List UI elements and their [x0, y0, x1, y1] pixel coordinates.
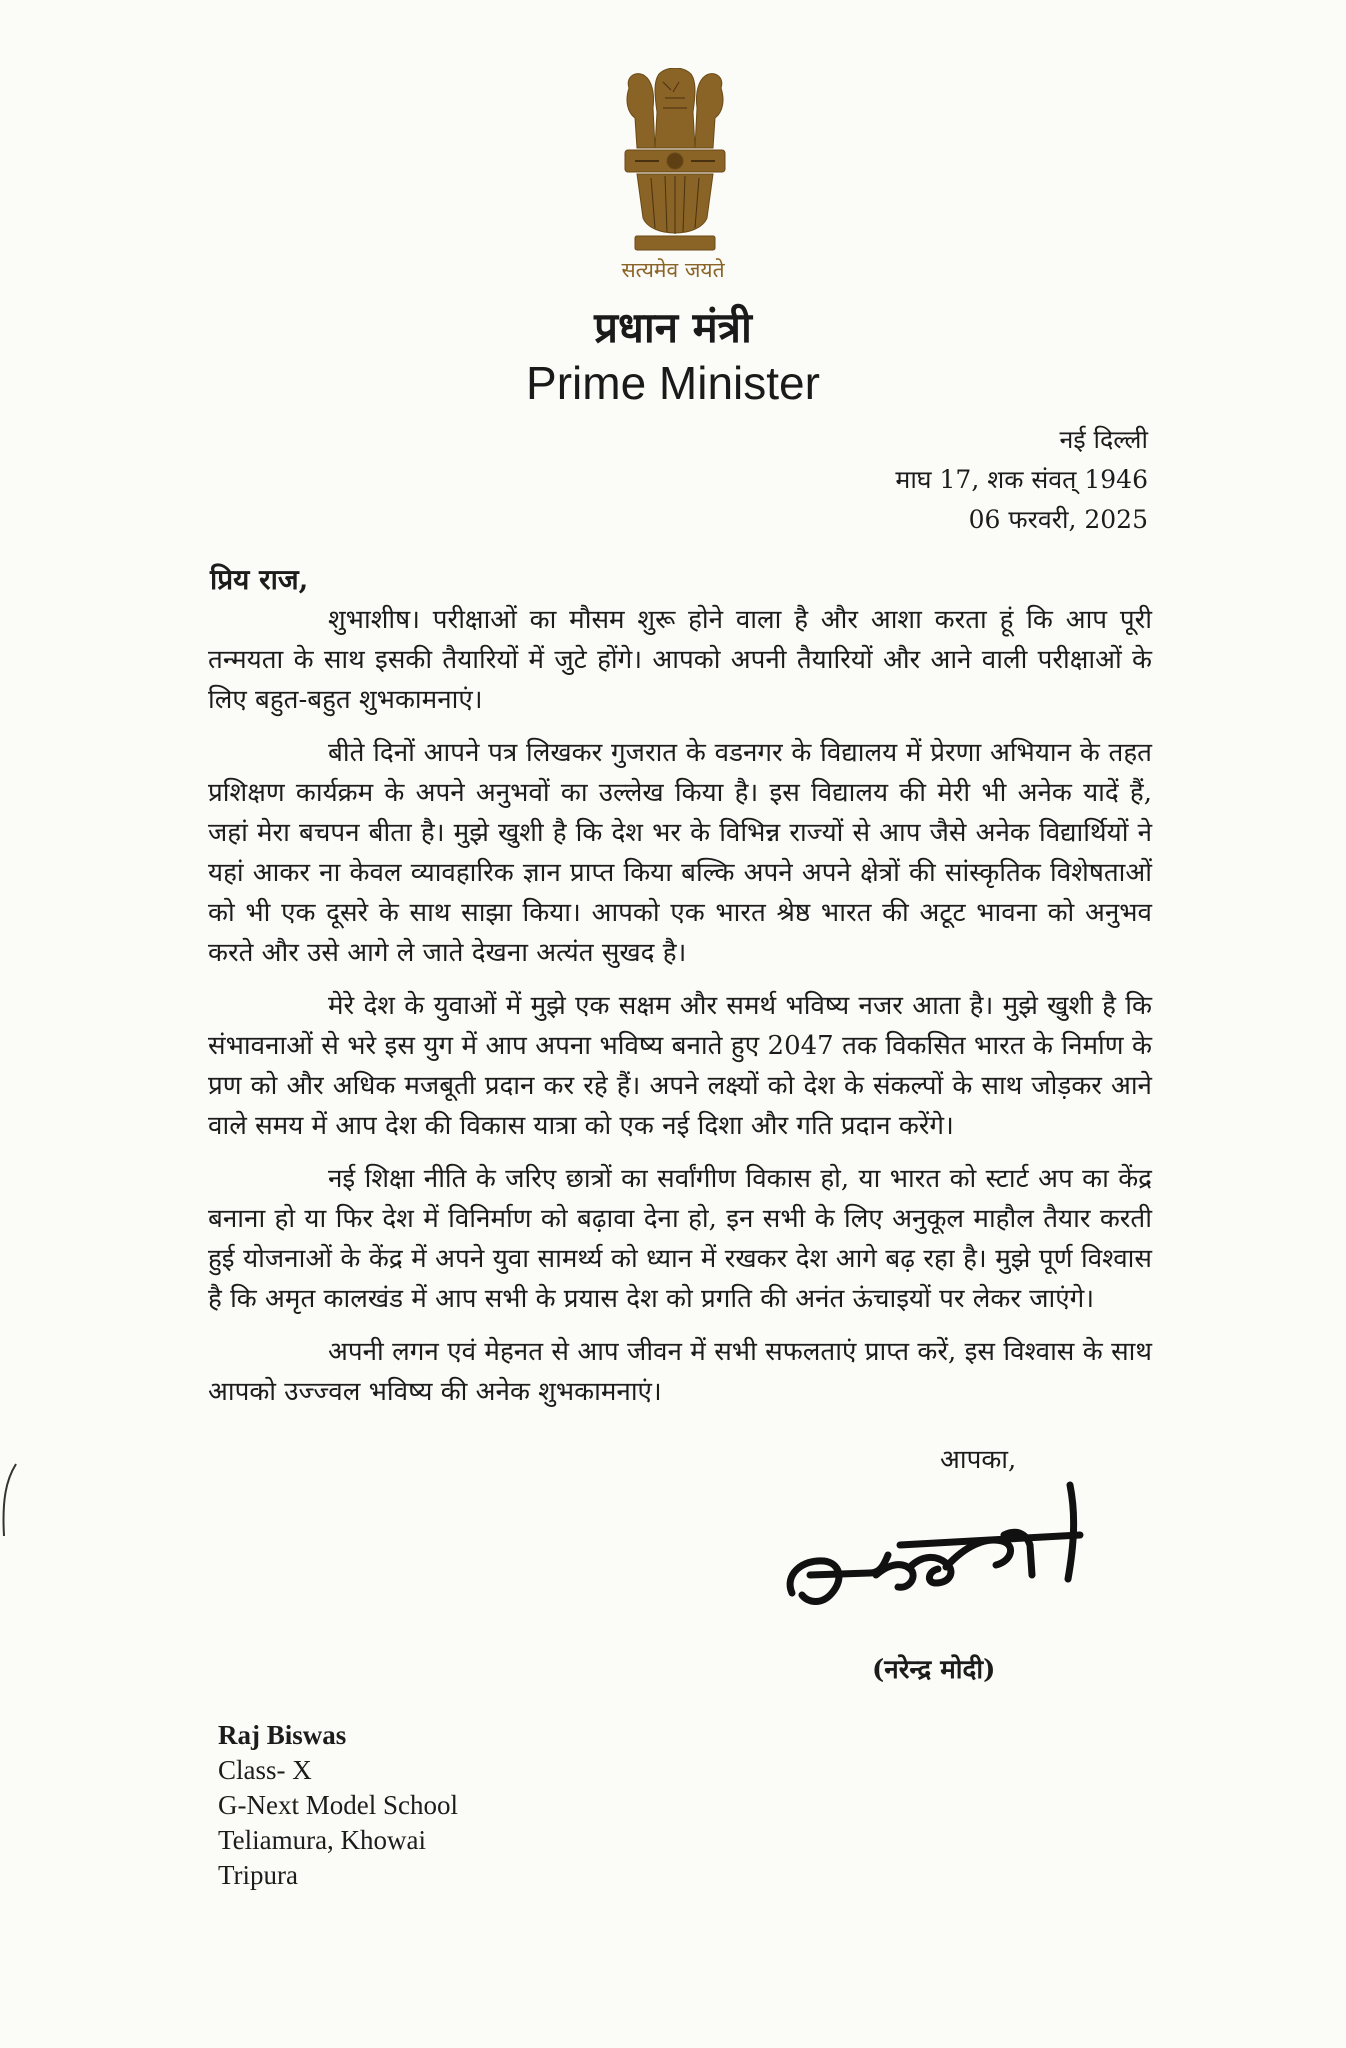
handwritten-signature-icon [780, 1475, 1100, 1645]
ashoka-emblem-icon [615, 68, 735, 258]
recipient-name: Raj Biswas [218, 1720, 347, 1750]
address-line: Teliamura, Khowai [218, 1825, 427, 1855]
office-title-english: Prime Minister [526, 357, 820, 409]
letter-date: 06 फरवरी, 2025 [968, 505, 1148, 534]
paragraph: शुभाशीष। परीक्षाओं का मौसम शुरू होने वाला है और आशा करता हूं कि आप पूरी तन्मयता के साथ इसकी तैयारियों में जुटे होंगे। आपको अपनी तैयारियों और आने वाली परीक्षाओं के लिए बहुत-बहुत शुभकामनाएं। [208, 605, 1152, 715]
address-line: G-Next Model School [218, 1790, 458, 1820]
letter-body [208, 600, 1152, 1425]
office-title-hindi: प्रधान मंत्री [594, 303, 752, 352]
address-line: Class- X [218, 1755, 312, 1785]
signer-name: (नरेन्द्र मोदी) [872, 1655, 996, 1685]
recipient-address [218, 1718, 458, 1893]
emblem-motto: सत्यमेव जयते [621, 258, 725, 282]
saka-date: माघ 17, शक संवत् 1946 [895, 465, 1148, 494]
paragraph: अपनी लगन एवं मेहनत से आप जीवन में सभी सफलताएं प्राप्त करें, इस विश्वास के साथ आपको उज्ज्वल भविष्य की अनेक शुभकामनाएं। [208, 1337, 1152, 1407]
paragraph: बीते दिनों आपने पत्र लिखकर गुजरात के वडनगर के विद्यालय में प्रेरणा अभियान के तहत प्रशिक्षण कार्यक्रम के अपने अनुभवों का उल्लेख किया है। इस विद्यालय की मेरी भी अनेक यादें हैं, जहां मेरा बचपन बीता है। मुझे खुशी है कि देश भर के विभिन्न राज्यों से आप जैसे अनेक विद्यार्थियों ने यहां आकर ना केवल व्यावहारिक ज्ञान प्राप्त किया बल्कि अपने अपने क्षेत्रों की सांस्कृतिक विशेषताओं को भी एक दूसरे के साथ साझा किया। आपको एक भारत श्रेष्ठ भारत की अटूट भावना को अनुभव करते और उसे आगे ले जाते देखना अत्यंत सुखद है। [208, 738, 1152, 968]
address-line: Tripura [218, 1860, 299, 1890]
paragraph: नई शिक्षा नीति के जरिए छात्रों का सर्वांगीण विकास हो, या भारत को स्टार्ट अप का केंद्र बनाना हो या फिर देश में विनिर्माण को बढ़ावा देना हो, इन सभी के लिए अनुकूल माहौल तैयार करती हुई योजनाओं के केंद्र में अपने युवा सामर्थ्य को ध्यान में रखकर देश आगे बढ़ रहा है। मुझे पूर्ण विश्वास है कि अमृत कालखंड में आप सभी के प्रयास देश को प्रगति की अनंत ऊंचाइयों पर लेकर जाएंगे। [208, 1164, 1152, 1314]
valediction: आपका, [940, 1445, 1017, 1475]
salutation: प्रिय राज, [210, 563, 309, 596]
place-date-block [895, 420, 1148, 540]
place: नई दिल्ली [1059, 425, 1148, 454]
scan-edge-mark [0, 1460, 20, 1540]
paragraph: मेरे देश के युवाओं में मुझे एक सक्षम और समर्थ भविष्य नजर आता है। मुझे खुशी है कि संभावनाओं से भरे इस युग में आप अपना भविष्य बनाते हुए 2047 तक विकसित भारत के निर्माण के प्रण को और अधिक मजबूती प्रदान कर रहे हैं। अपने लक्ष्यों को देश के संकल्पों के साथ जोड़कर आने वाले समय में आप देश की विकास यात्रा को एक नई दिशा और गति प्रदान करेंगे। [208, 991, 1152, 1141]
